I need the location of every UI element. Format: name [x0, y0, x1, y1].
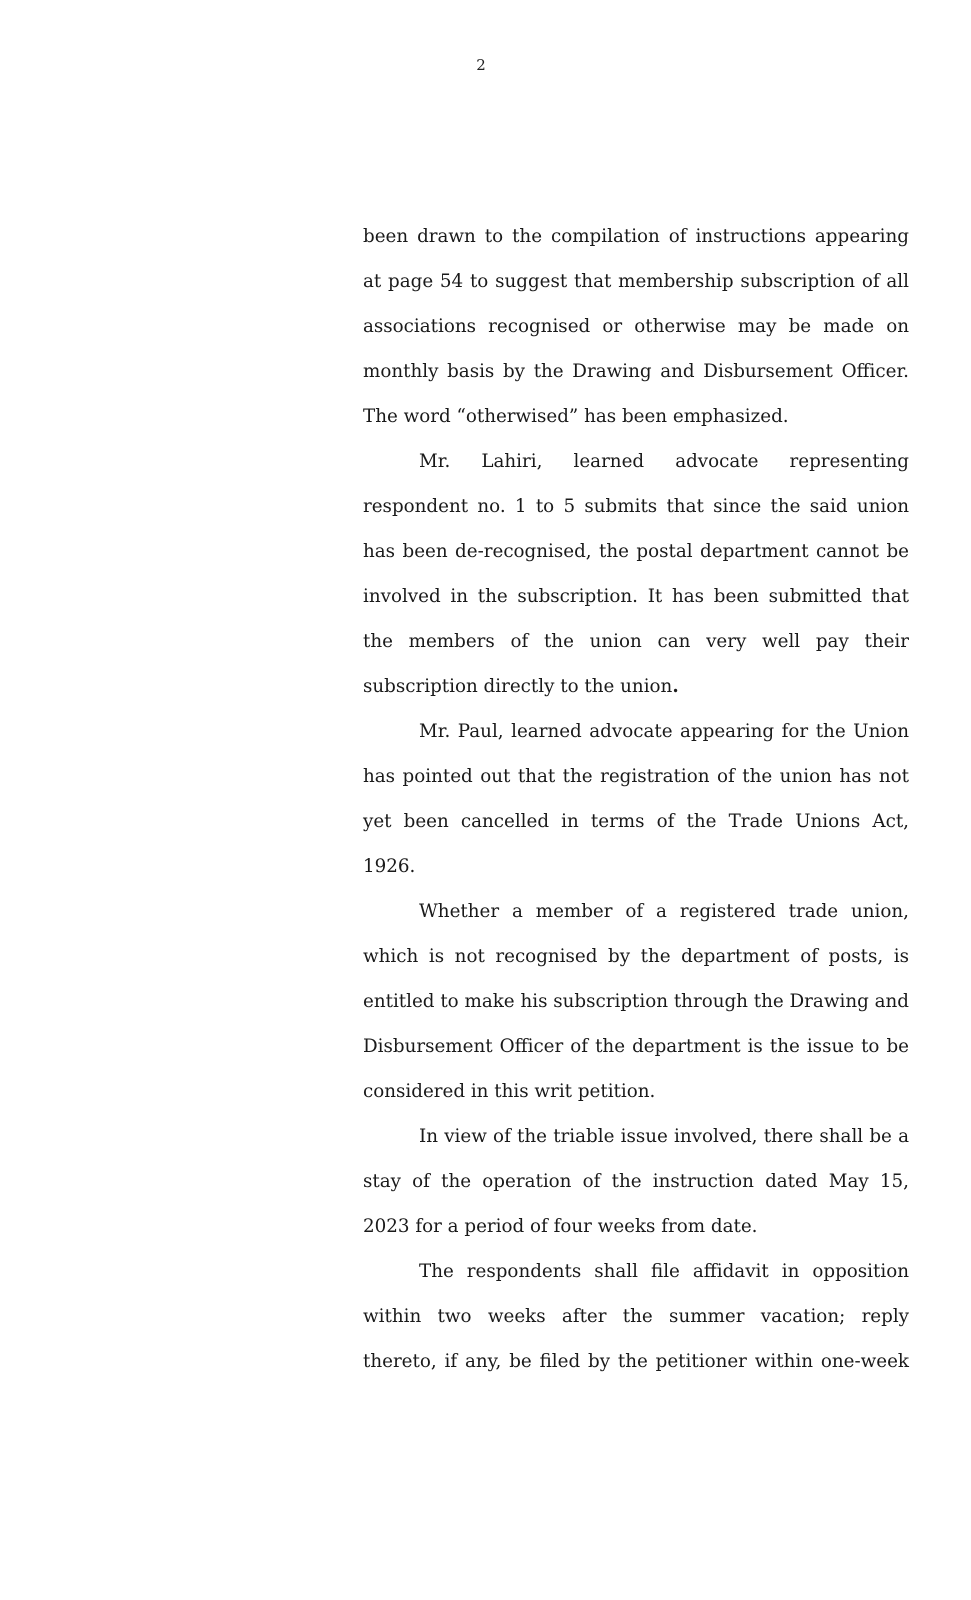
page-number: 2 — [476, 56, 486, 74]
paragraph-lahiri-submission — [363, 439, 909, 709]
paragraph-lahiri-text: Mr. Lahiri, learned advocate representing respondent no. 1 to 5 submits that since the said union has been de-recognised, the postal department cannot be involved in the subscription. It has been submitted that the members of the union can very well pay their subscription directly to the union — [363, 451, 909, 697]
paragraph-issue: Whether a member of a registered trade union, which is not recognised by the department of posts, is entitled to make his subscription through the Drawing and Disbursement Officer of the department is the issue to be considered in this writ petition. — [363, 901, 909, 1102]
paragraph-stay-order: In view of the triable issue involved, there shall be a stay of the operation of the instruction dated May 15, 2023 for a period of four weeks from date. — [363, 1126, 909, 1237]
paragraph-lahiri-end-mark: . — [672, 676, 679, 697]
paragraph-affidavit-directions: The respondents shall file affidavit in opposition within two weeks after the summer vacation; reply thereto, if any, be filed by the petitioner within one-week — [363, 1261, 909, 1372]
document-body — [363, 214, 909, 1384]
paragraph-paul-submission: Mr. Paul, learned advocate appearing for the Union has pointed out that the registration of the union has not yet been cancelled in terms of the Trade Unions Act, 1926. — [363, 721, 909, 877]
paragraph-continuation: been drawn to the compilation of instructions appearing at page 54 to suggest that membership subscription of all associations recognised or otherwise may be made on monthly basis by the Drawing and Disbursement Officer. The word “otherwised” has been emphasized. — [363, 226, 909, 427]
